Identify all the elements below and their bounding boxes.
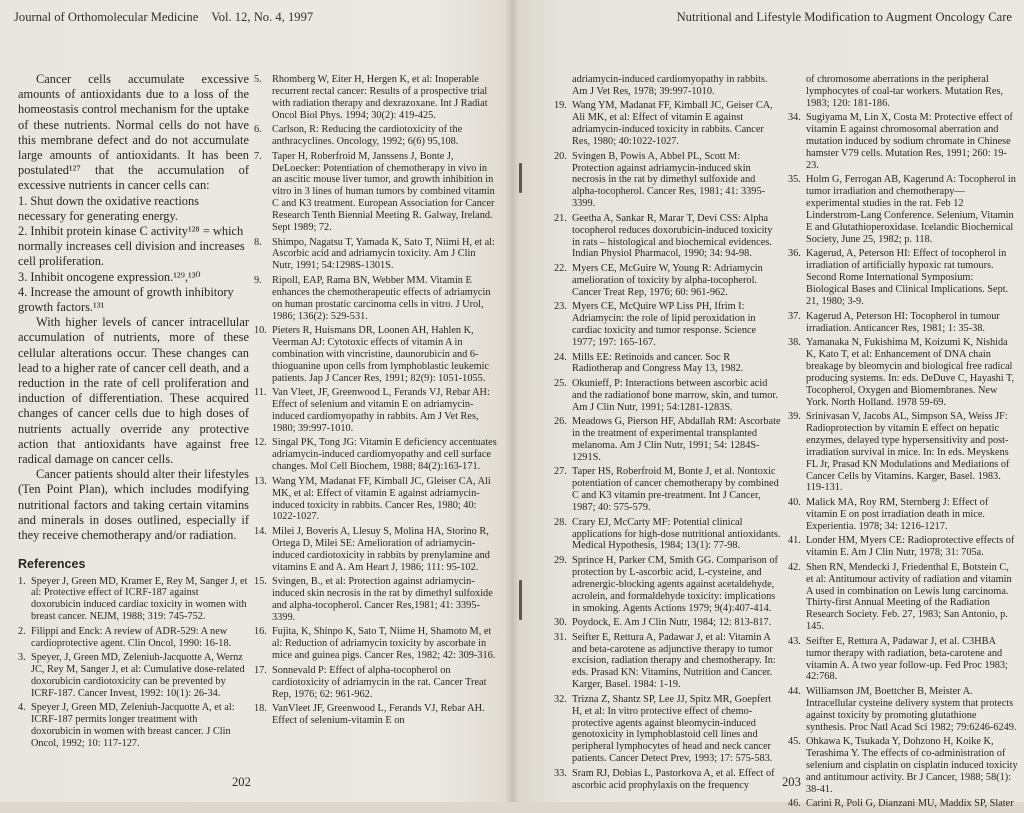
- body-paragraph-3: Cancer patients should alter their lifestyles (Ten Point Plan), which includes modifying nutritional factors and taking certain vitamins and minerals in doses outlined, especially if they receive chemotherapy and/or radiation.: [18, 467, 249, 543]
- reference-item: [254, 151, 498, 234]
- reference-number: 17.: [254, 664, 267, 676]
- reference-list: [254, 74, 498, 727]
- reference-number: 35.: [788, 174, 801, 186]
- reference-item: [254, 237, 498, 273]
- reference-number: 9.: [254, 274, 262, 286]
- reference-number: 12.: [254, 437, 267, 449]
- reference-number: 26.: [554, 416, 567, 428]
- reference-item: [254, 74, 498, 122]
- reference-number: 8.: [254, 236, 262, 248]
- reference-text: Filippi and Enck: A review of ADR-529: A new cardioprotective agent. Clin Oncol, 1990: 16-18.: [31, 625, 232, 649]
- reference-item: [788, 74, 1018, 110]
- reference-number: 1.: [18, 575, 26, 587]
- reference-number: 30.: [554, 617, 567, 629]
- reference-number: 23.: [554, 301, 567, 313]
- reference-text: Londer HM, Myers CE: Radioprotective effects of vitamin E. Am J Clin Nutr, 1978; 31: 705a.: [806, 535, 1015, 559]
- reference-number: 15.: [254, 576, 267, 588]
- reference-number: 2.: [18, 625, 26, 637]
- reference-number: 36.: [788, 248, 801, 260]
- reference-item: [554, 694, 782, 765]
- reference-item: [554, 632, 782, 692]
- reference-list: [18, 576, 249, 750]
- page-number-right: 203: [782, 775, 801, 789]
- reference-number: 43.: [788, 635, 801, 647]
- reference-item: [788, 337, 1018, 408]
- journal-title: Journal of Orthomolecular Medicine: [14, 10, 199, 24]
- reference-item: [254, 526, 498, 574]
- reference-text: Seifter E, Rettura A, Padawar J, et al. C3HBA tumor therapy with radiation, beta-carotene and vitamin A. A two year follow-up. Fed Proc 1983; 42:768.: [806, 635, 1008, 683]
- reference-text: Van Vleet, JF, Greenwood L, Ferands VJ, Rebar AH: Effect of selenium and vitamin E on adriamycin-induced cardiomyopathy in rabbits. Am J Vet Res, 1980; 39:997-1010.: [272, 387, 490, 434]
- reference-text: Taper HS, Roberfroid M, Bonte J, et al. Nontoxic potentiation of cancer chemotherapy by combined C and K3 vitamin pre-treatment. Int J Cancer, 1987; 40: 575-579.: [572, 466, 779, 514]
- reference-text: adriamycin-induced cardiomyopathy in rabbits. Am J Vet Res, 1978; 39:997-1010.: [572, 74, 768, 97]
- reference-item: [788, 248, 1018, 308]
- references-column-1: [18, 576, 249, 750]
- reference-text: Pieters R, Huismans DR, Loonen AH, Hahlen K, Veerman AJ: Cytotoxic effects of vitamin A in combination with vincristine, daunorubicin and 6-thioguanine upon cells from lymphoblastic leukemic patients. Jap J Cancer Res, 1991; 82(9): 1051-1055.: [272, 325, 490, 384]
- reference-number: 27.: [554, 466, 567, 478]
- reference-text: Meadows G, Pierson HF, Abdallah RM: Ascorbate in the treatment of experimental transplanted melanoma. Am J Clin Nutr, 1991; 54: 1284S-1291S.: [572, 416, 781, 463]
- body-list-item-1: 1. Shut down the oxidative reactions necessary for generating energy.: [18, 193, 200, 223]
- reference-item: [788, 562, 1018, 633]
- reference-item: [254, 476, 498, 524]
- reference-item: [788, 174, 1018, 245]
- right-running-head: Nutritional and Lifestyle Modification to Augment Oncology Care: [676, 10, 1012, 24]
- reference-text: Mills EE: Retinoids and cancer. Soc R Radiotherap and Congress May 13, 1982.: [572, 351, 744, 375]
- reference-item: [254, 275, 498, 323]
- body-list-item-3: 3. Inhibit oncogene expression.¹²⁹,¹³⁰: [18, 269, 201, 284]
- reference-number: 5.: [254, 74, 262, 85]
- reference-text: Taper H, Roberfroid M, Janssens J, Bonte J, DeLoecker: Potentiation of chemotherapy in vivo in an ascitic mouse liver tumor, and growth inhibition in vitro in 3 lines of human tumors by combined vitamin C and K3 treatment. European Association for Cancer Research Tenth Biennial Meeting R. Galway, Ireland. Sept 1989; 72.: [272, 150, 495, 234]
- reference-text: Wang YM, Madanat FF, Kimball JC, Gleiser CA, Ali MK, et al: Effect of vitamin E against adriamycin-induced toxicity in rabbits. Cancer Res, 1980; 40: 1022-1027.: [272, 475, 491, 523]
- reference-item: [788, 112, 1018, 172]
- reference-text: Crary EJ, McCarty MF: Potential clinical applications for high-dose nutritional antioxidants. Medical Hypothesis, 1984; 13(1): 77-98.: [572, 516, 781, 552]
- reference-item: [554, 74, 782, 98]
- reference-item: [554, 301, 782, 349]
- reference-number: 24.: [554, 351, 567, 363]
- reference-item: [554, 617, 782, 629]
- reference-item: [254, 437, 498, 473]
- reference-item: [554, 768, 782, 792]
- reference-item: [254, 325, 498, 385]
- reference-number: 11.: [254, 387, 267, 399]
- body-paragraph-1: Cancer cells accumulate excessive amounts of antioxidants due to a loss of the homeostasis control mechanism for the uptake of these nutrients. Normal cells do not have this membrane defect and do not accumulate large amounts of antioxidants. It has been postulated¹²⁷ that the accumulation of excessive nutrients in cancer cells can:: [18, 72, 249, 193]
- reference-item: [18, 626, 249, 650]
- reference-number: 34.: [788, 112, 801, 124]
- reference-number: 19.: [554, 100, 567, 112]
- reference-text: Shimpo, Nagatsu T, Yamada K, Sato T, Niimi H, et al: Ascorbic acid and adriamycin toxicity. Am J Clin Nutr, 1991; 54:1298S-1301S.: [272, 236, 495, 272]
- reference-text: Milei J, Boveris A, Llesuy S, Molina HA, Storino R, Ortega D, Milei SE: Amelioration of adriamycin-induced cardiotoxicity in rabbits by prenylamine and vitamins E and A. Am Heart J, 1986; 111: 95-102.: [272, 525, 490, 573]
- reference-item: [554, 352, 782, 376]
- reference-text: Fujita, K, Shinpo K, Sato T, Niime H, Shamoto M, et al: Reduction of adriamycin toxicity by ascorbate in mice and guinea pigs. Cancer Res, 1982; 42: 309-316.: [272, 626, 496, 662]
- reference-number: 6.: [254, 124, 262, 136]
- reference-item: [254, 387, 498, 435]
- reference-item: [554, 263, 782, 299]
- reference-item: [554, 100, 782, 148]
- reference-number: 39.: [788, 411, 801, 423]
- reference-number: 22.: [554, 262, 567, 274]
- reference-text: Myers CE, McGuire W, Young R: Adriamycin amelioration of toxicity by alpha-tocopherol. Cancer Treat Rep, 1976; 60: 961-962.: [572, 262, 763, 298]
- reference-text: Speyer J, Green MD, Zeleniuh-Jacquotte A, et al: ICRF-187 permits longer treatment with doxorubicin in women with breast cancer. J Clin Oncol, 1992; 10: 117-127.: [31, 702, 235, 750]
- reference-item: [554, 555, 782, 615]
- reference-item: [788, 497, 1018, 533]
- reference-text: Svingen, B., et al: Protection against adriamycin-induced skin necrosis in the rat by dimethyl sulfoxide and alpha-tocopherol. Cancer Res,1981; 41: 3395-3399.: [272, 576, 493, 623]
- reference-item: [788, 798, 1018, 810]
- reference-item: [788, 686, 1018, 734]
- reference-number: 28.: [554, 516, 567, 528]
- right-page: [512, 0, 1024, 810]
- reference-number: 45.: [788, 736, 801, 748]
- reference-number: 46.: [788, 798, 801, 810]
- reference-number: 13.: [254, 475, 267, 487]
- reference-text: Myers CE, McQuire WP Liss PH, Ifrim I: Adriamycin: the role of lipid peroxidation in cardiac toxicity and tumor response. Science 1977; 197: 165-167.: [572, 301, 757, 348]
- reference-text: Carlson, R: Reducing the cardiotoxicity of the anthracyclines. Oncology, 1992; 6(6) 95,108.: [272, 124, 463, 148]
- reference-item: [554, 378, 782, 414]
- reference-number: 40.: [788, 496, 801, 508]
- reference-text: VanVleet JF, Greenwood L, Ferands VJ, Rebar AH. Effect of selenium-vitamin E on: [272, 703, 485, 726]
- body-list-item-4: 4. Increase the amount of growth inhibitory growth factors.¹³¹: [18, 284, 234, 315]
- reference-number: 41.: [788, 535, 801, 547]
- reference-text: Ripoll, EAP, Rama BN, Webber MM. Vitamin E enhances the chemotherapeutic effects of adriamycin on human prostatic carcinoma cells in vitro. J Urol, 1986; 136(2): 529-531.: [272, 274, 491, 322]
- reference-number: 42.: [788, 561, 801, 573]
- reference-item: [788, 411, 1018, 494]
- reference-number: 16.: [254, 626, 267, 638]
- reference-text: Seifter E, Rettura A, Padawar J, et al: Vitamin A and beta-carotene as adjunctive therapy to tumor excision, radiation therapy and chemotherapy. In: eds. Prasad KN: Vitamins, Nutrition and Cancer. Karger, Basel. 1984: 1-19.: [572, 631, 776, 691]
- reference-item: [18, 576, 249, 624]
- reference-text: Singal PK, Tong JG: Vitamin E deficiency accentuates adriamycin-induced cardiomyopathy and cell surface changes. Mol Cell Biochem, 1988; 84(2):163-171.: [272, 437, 497, 473]
- reference-text: Trizna Z, Shantz SP, Lee JJ, Spitz MR, Goepfert H, et al: In vitro protective effect of chemo-protective agents against bleomycin-induced genotoxicity in lymphoblastoid cell lines and peripheral lymphocytes of head and neck cancer patients. Cancer Detect Prev, 1993; 17: 575-583.: [572, 693, 773, 765]
- references-column-2: [254, 74, 498, 729]
- reference-number: 37.: [788, 310, 801, 322]
- reference-item: [254, 703, 498, 727]
- reference-number: 14.: [254, 525, 267, 537]
- reference-item: [18, 702, 249, 750]
- left-running-head: [14, 10, 323, 25]
- staple-bottom: [519, 580, 522, 620]
- journal-volume: Vol. 12, No. 4, 1997: [211, 10, 314, 24]
- reference-text: Speyer J, Green MD, Kramer E, Rey M, Sanger J, et al: Protective effect of ICRF-187 against doxorubicin induced cardiac toxicity in women with breast cancer. NEJM, 1988; 319: 745-752.: [31, 575, 248, 623]
- reference-number: 25.: [554, 377, 567, 389]
- reference-text: Malick MA, Roy RM, Sternberg J: Effect of vitamin E on post irradiation death in mice. Experientia. 1978; 34: 1216-1217.: [806, 496, 989, 532]
- reference-number: 7.: [254, 150, 262, 162]
- reference-number: 18.: [254, 703, 267, 715]
- reference-text: Sonnevald P: Effect of alpha-tocopherol on cardiotoxicity of adriamycin in the rat. Cancer Treat Rep, 1976; 62: 961-962.: [272, 664, 487, 700]
- reference-list: [554, 74, 782, 792]
- reference-text: of chromosome aberrations in the peripheral lymphocytes of coal-tar workers. Mutation Res, 1983; 120: 181-186.: [806, 74, 1004, 109]
- reference-text: Holm G, Ferrogan AB, Kagerund A: Tocopherol in tumor irradiation and chemotherapy—experimental studies in the rat. Feb 12 Linderstrom-Lang Conference. Selenium, Vitamin E and Glutathioperoxidase. Icelandic Biochemical Society, June 25, 1982; p. 118.: [806, 174, 1016, 245]
- reference-item: [254, 626, 498, 662]
- reference-text: Speyer, J, Green MD, Zeleniuh-Jacquotte A, Wernz JC, Rey M, Sanger J, et al: Cumulative dose-related doxorubicin cardiotoxicity can be prevented by ICRF-187. Cancer Invest, 1992: 10(1): 26-34.: [31, 652, 245, 699]
- page-number-left: 202: [232, 775, 251, 789]
- body-list-item-2: 2. Inhibit protein kinase C activity¹²⁸ = which normally increases cell division and increases cell proliferation.: [18, 224, 245, 269]
- reference-text: Sram RJ, Dobias L, Pastorkova A, et al. Effect of ascorbic acid prophylaxis on the frequency: [572, 767, 775, 791]
- reference-item: [554, 517, 782, 553]
- body-paragraph-2: With higher levels of cancer intracellular accumulation of nutrients, more of these cellular alterations occur. These changes can lead to a higher rate of cancer cell death, and a reduction in the rate of cell proliferation and induction of differentiation. These acquired changes of cancer cells due to high doses of nutrients actually override any protective action that antioxidants have against free radical damage on cancer cells.: [18, 315, 249, 467]
- reference-number: 21.: [554, 212, 567, 224]
- reference-text: Kagerud A, Peterson HI: Tocopherol in tumour irradiation. Anticancer Res, 1981; 1: 35-38.: [806, 310, 1000, 334]
- reference-item: [788, 736, 1018, 796]
- reference-item: [788, 311, 1018, 335]
- reference-item: [254, 124, 498, 148]
- reference-item: [554, 466, 782, 514]
- reference-number: 29.: [554, 554, 567, 566]
- reference-text: Okunieff, P: Interactions between ascorbic acid and the radiationof bone marrow, skin, and tumor. Am J Clin Nutr, 1991; 54:1281-1283S.: [572, 377, 778, 413]
- reference-text: Srinivasan V, Jacobs AL, Simpson SA, Weiss JF: Radioprotection by vitamin E effect on hepatic enzymes, delayed type hypersensitivity and post-irradiation survival in mice. In: In eds. Meyskens FL Jr, Prasad KN Modulations and Mediations of Cancer Cells by Vitamins. Karger, Basel. 1983. 119-131.: [806, 411, 1010, 494]
- reference-list: [788, 74, 1018, 810]
- reference-text: Sugiyama M, Lin X, Costa M: Protective effect of vitamin E against chromosomal aberration and mutation induced by sodium chromate in Chinese hamster V79 cells. Mutation Res, 1991; 260: 19-23.: [806, 112, 1013, 171]
- reference-number: 33.: [554, 767, 567, 779]
- reference-item: [554, 213, 782, 261]
- body-text-column: [18, 72, 249, 753]
- reference-text: Carini R, Poli G, Dianzani MU, Maddix SP, Slater: [806, 798, 1014, 810]
- reference-number: 31.: [554, 631, 567, 643]
- references-heading: References: [18, 557, 86, 572]
- reference-item: [554, 151, 782, 211]
- reference-number: 38.: [788, 337, 801, 348]
- reference-text: Poydock, E. Am J Clin Nutr, 1984; 12: 813-817.: [572, 617, 772, 629]
- reference-item: [788, 636, 1018, 684]
- staple-top: [519, 163, 522, 193]
- binding-gutter: [505, 0, 519, 802]
- reference-number: 32.: [554, 693, 567, 705]
- reference-text: Shen RN, Mendecki J, Friedenthal E, Botstein C, et al: Antitumour activity of radiation and vitamin A used in combination on Lewis lung carcinoma. Thirty-first Annual Meeting of the Radiation Research Society. Feb. 27, 1983; San Antonio, p. 145.: [806, 561, 1012, 633]
- reference-item: [788, 535, 1018, 559]
- reference-text: Kagerud, A, Peterson HI: Effect of tocopherol in irradiation of artificially hypoxic rat tumours. Second Rome International Symposium: Biological Bases and Clinical Implications. Sept. 21, 1980; 3-9.: [806, 248, 1009, 308]
- reference-item: [254, 665, 498, 701]
- reference-text: Ohkawa K, Tsukada Y, Dohzono H, Koike K, Terashima Y. The effects of co-administration of selenium and cisplatin on cisplatin induced toxicity and antitumour activity. Br J Cancer, 1988; 58(1): 38-41.: [806, 736, 1018, 795]
- references-column-4: [788, 74, 1018, 813]
- reference-text: Sprince H, Parker CM, Smith GG. Comparison of protection by L-ascorbic acid, L-cysteine, and adrenergic-blocking agents against acetaldehyde, acrolein, and formaldehyde toxicity: implications in smoking. Agents Actions 1979; 9(4):407-414.: [572, 554, 778, 614]
- reference-number: 10.: [254, 325, 267, 337]
- reference-number: 20.: [554, 150, 567, 162]
- reference-text: Rhomberg W, Eiter H, Hergen K, et al: Inoperable recurrent rectal cancer: Results of a prospective trial with radiation therapy and dexrazoxane. Int J Radiat Oncol Biol Phys. 1994; 30(2): 419-425.: [272, 74, 488, 121]
- left-page: [0, 0, 512, 802]
- reference-text: Wang YM, Madanat FF, Kimball JC, Geiser CA, Ali MK, et al: Effect of vitamin E against adriamycin-induced toxicity in rabbits. Cancer Res, 1980; 40:1022-1027.: [572, 100, 773, 148]
- reference-text: Williamson JM, Boettcher B, Meister A. Intracellular cysteine delivery system that protects against toxicity by promoting glutathione synthesis. Proc Natl Acad Sci 1982; 79:6246-6249.: [806, 685, 1017, 733]
- reference-text: Svingen B, Powis A, Abbel PL, Scott M: Protection against adriamycin-induced skin necrosis in the rat by dimethyl sulfoxide and alpha-tocopherol. Cancer Res, 1981; 41: 3395-3399.: [572, 150, 766, 210]
- reference-item: [554, 416, 782, 464]
- reference-item: [18, 652, 249, 700]
- reference-text: Geetha A, Sankar R, Marar T, Devi CSS: Alpha tocopherol reduces doxorubicin-induced toxicity in rats – histological and biochemical evidences. Indian Physiol Pharmacol, 1990; 34: 94-98.: [572, 212, 773, 260]
- reference-text: Yamanaka N, Fukishima M, Koizumi K, Nishida K, Kato T, et al: Enhancement of DNA chain breakage by bleomycin and biological free radical producing systems. In: eds. DeDuve C, Hayashi T, Tocopherol, Oxygen and Biomembranes. New York. North Holland. 1978 59-69.: [806, 337, 1015, 408]
- references-column-3: [554, 74, 782, 794]
- reference-number: 3.: [18, 652, 26, 664]
- reference-number: 44.: [788, 685, 801, 697]
- reference-item: [254, 576, 498, 624]
- reference-number: 4.: [18, 702, 26, 714]
